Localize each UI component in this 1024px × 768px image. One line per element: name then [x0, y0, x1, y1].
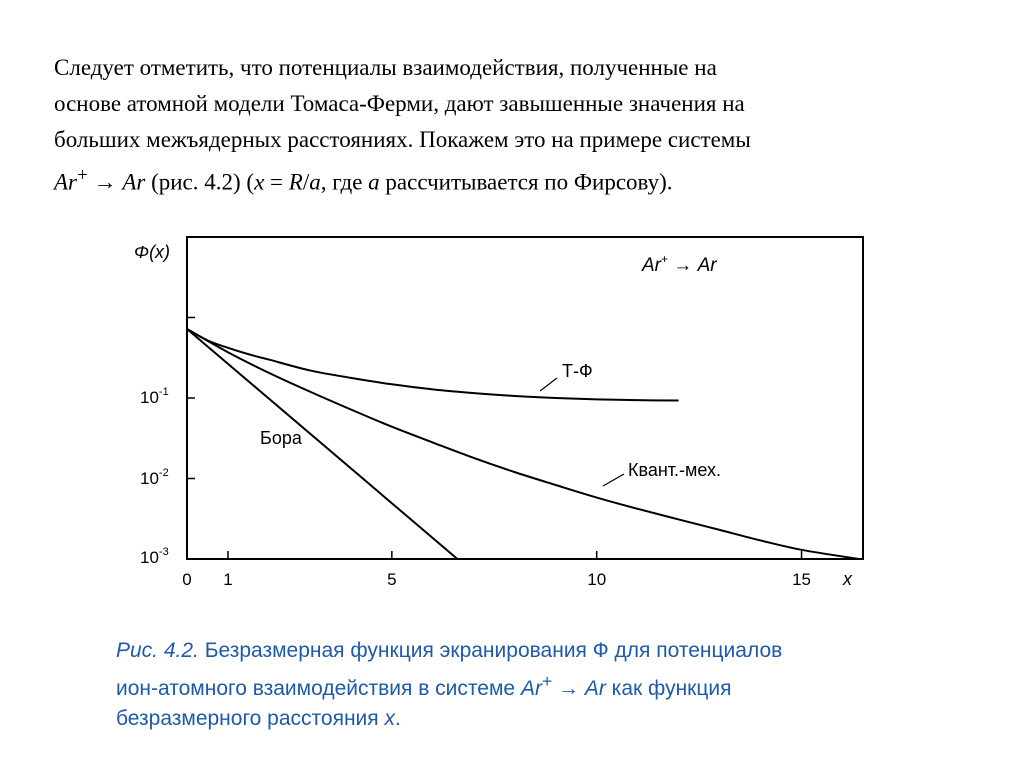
y-tick-exp: -1: [158, 386, 169, 398]
a-variable-2: a: [368, 169, 380, 195]
x-axis-label: x: [843, 569, 852, 589]
caption-x: x: [384, 707, 395, 730]
y-tick-label-0.001: [140, 546, 169, 567]
caption-ar-ion: Ar: [520, 677, 542, 700]
y-tick-base: 10: [140, 469, 159, 488]
y-tick-exp: -2: [158, 467, 169, 479]
x-tick-label: 15: [792, 570, 812, 589]
equals-sign: =: [264, 169, 289, 195]
caption-text-2a: ион-атомного взаимодействия в системе: [116, 677, 521, 700]
y-axis-label: Φ(x): [134, 242, 171, 262]
caption-charge: +: [541, 671, 553, 691]
axis-ticks: [182, 318, 811, 590]
x-variable: x: [254, 169, 265, 195]
slash-sign: /: [302, 169, 310, 195]
ar-atom-symbol: Ar: [122, 169, 146, 195]
intro-line-1: Следует отметить, что потенциалы взаимодействия, полученные на: [54, 55, 717, 80]
x-tick-label: 5: [387, 570, 397, 589]
caption-text-1: Безразмерная функция экранирования Ф для потенциалов: [198, 639, 783, 662]
x-tick-label: 0: [182, 570, 192, 589]
figure-caption: [116, 636, 976, 734]
x-tick-label: 10: [587, 570, 607, 589]
system-ar-atom: Ar: [697, 255, 717, 276]
figure-reference: (рис. 4.2) (: [145, 169, 255, 195]
caption-line-1: [116, 636, 976, 666]
intro-line-2: основе атомной модели Томаса-Ферми, дают завышенные значения на: [54, 91, 745, 116]
caption-line-2: [116, 666, 976, 704]
ar-ion-symbol: Ar: [54, 169, 77, 195]
series-line-Бора: [187, 329, 457, 559]
label-bohr: Бора: [260, 428, 302, 448]
x-tick-label: 1: [223, 570, 233, 589]
caption-text-2b: как функция: [605, 677, 732, 700]
system-ar-ion: Ar: [642, 255, 661, 276]
y-tick-label-0.01: [140, 467, 169, 488]
caption-dot: .: [395, 707, 401, 730]
label-tf: Т-Ф: [562, 361, 593, 381]
system-arrow: →: [668, 255, 698, 276]
y-tick-exp: -3: [158, 546, 169, 558]
system-label: [641, 252, 717, 276]
label-tf-leader: [540, 378, 557, 391]
caption-ar-atom: Ar: [584, 677, 606, 700]
intro-line-3: больших межъядерных расстояниях. Покажем это на примере системы: [54, 127, 751, 152]
system-charge: +: [661, 252, 669, 266]
caption-prefix: Рис. 4.2.: [116, 639, 199, 662]
caption-text-3: безразмерного расстояния: [116, 707, 385, 730]
where-text: , где: [320, 169, 369, 195]
a-variable: a: [309, 169, 321, 195]
y-tick-base: 10: [140, 548, 159, 567]
y-tick-base: 10: [140, 388, 159, 407]
label-quantum-leader: [603, 474, 624, 486]
plot-frame: [187, 237, 863, 559]
r-variable: R: [288, 169, 303, 195]
curve-labels: [260, 361, 721, 486]
label-quantum: Квант.-мех.: [628, 460, 722, 480]
arrow-symbol: →: [87, 169, 123, 195]
ion-charge: +: [77, 165, 88, 186]
y-tick-label-0.1: [140, 386, 169, 407]
firsov-text: рассчитывается по Фирсову).: [379, 169, 673, 195]
series-line-Т-Ф: [187, 329, 679, 401]
caption-arrow: →: [552, 677, 585, 700]
caption-line-3: [116, 704, 976, 734]
